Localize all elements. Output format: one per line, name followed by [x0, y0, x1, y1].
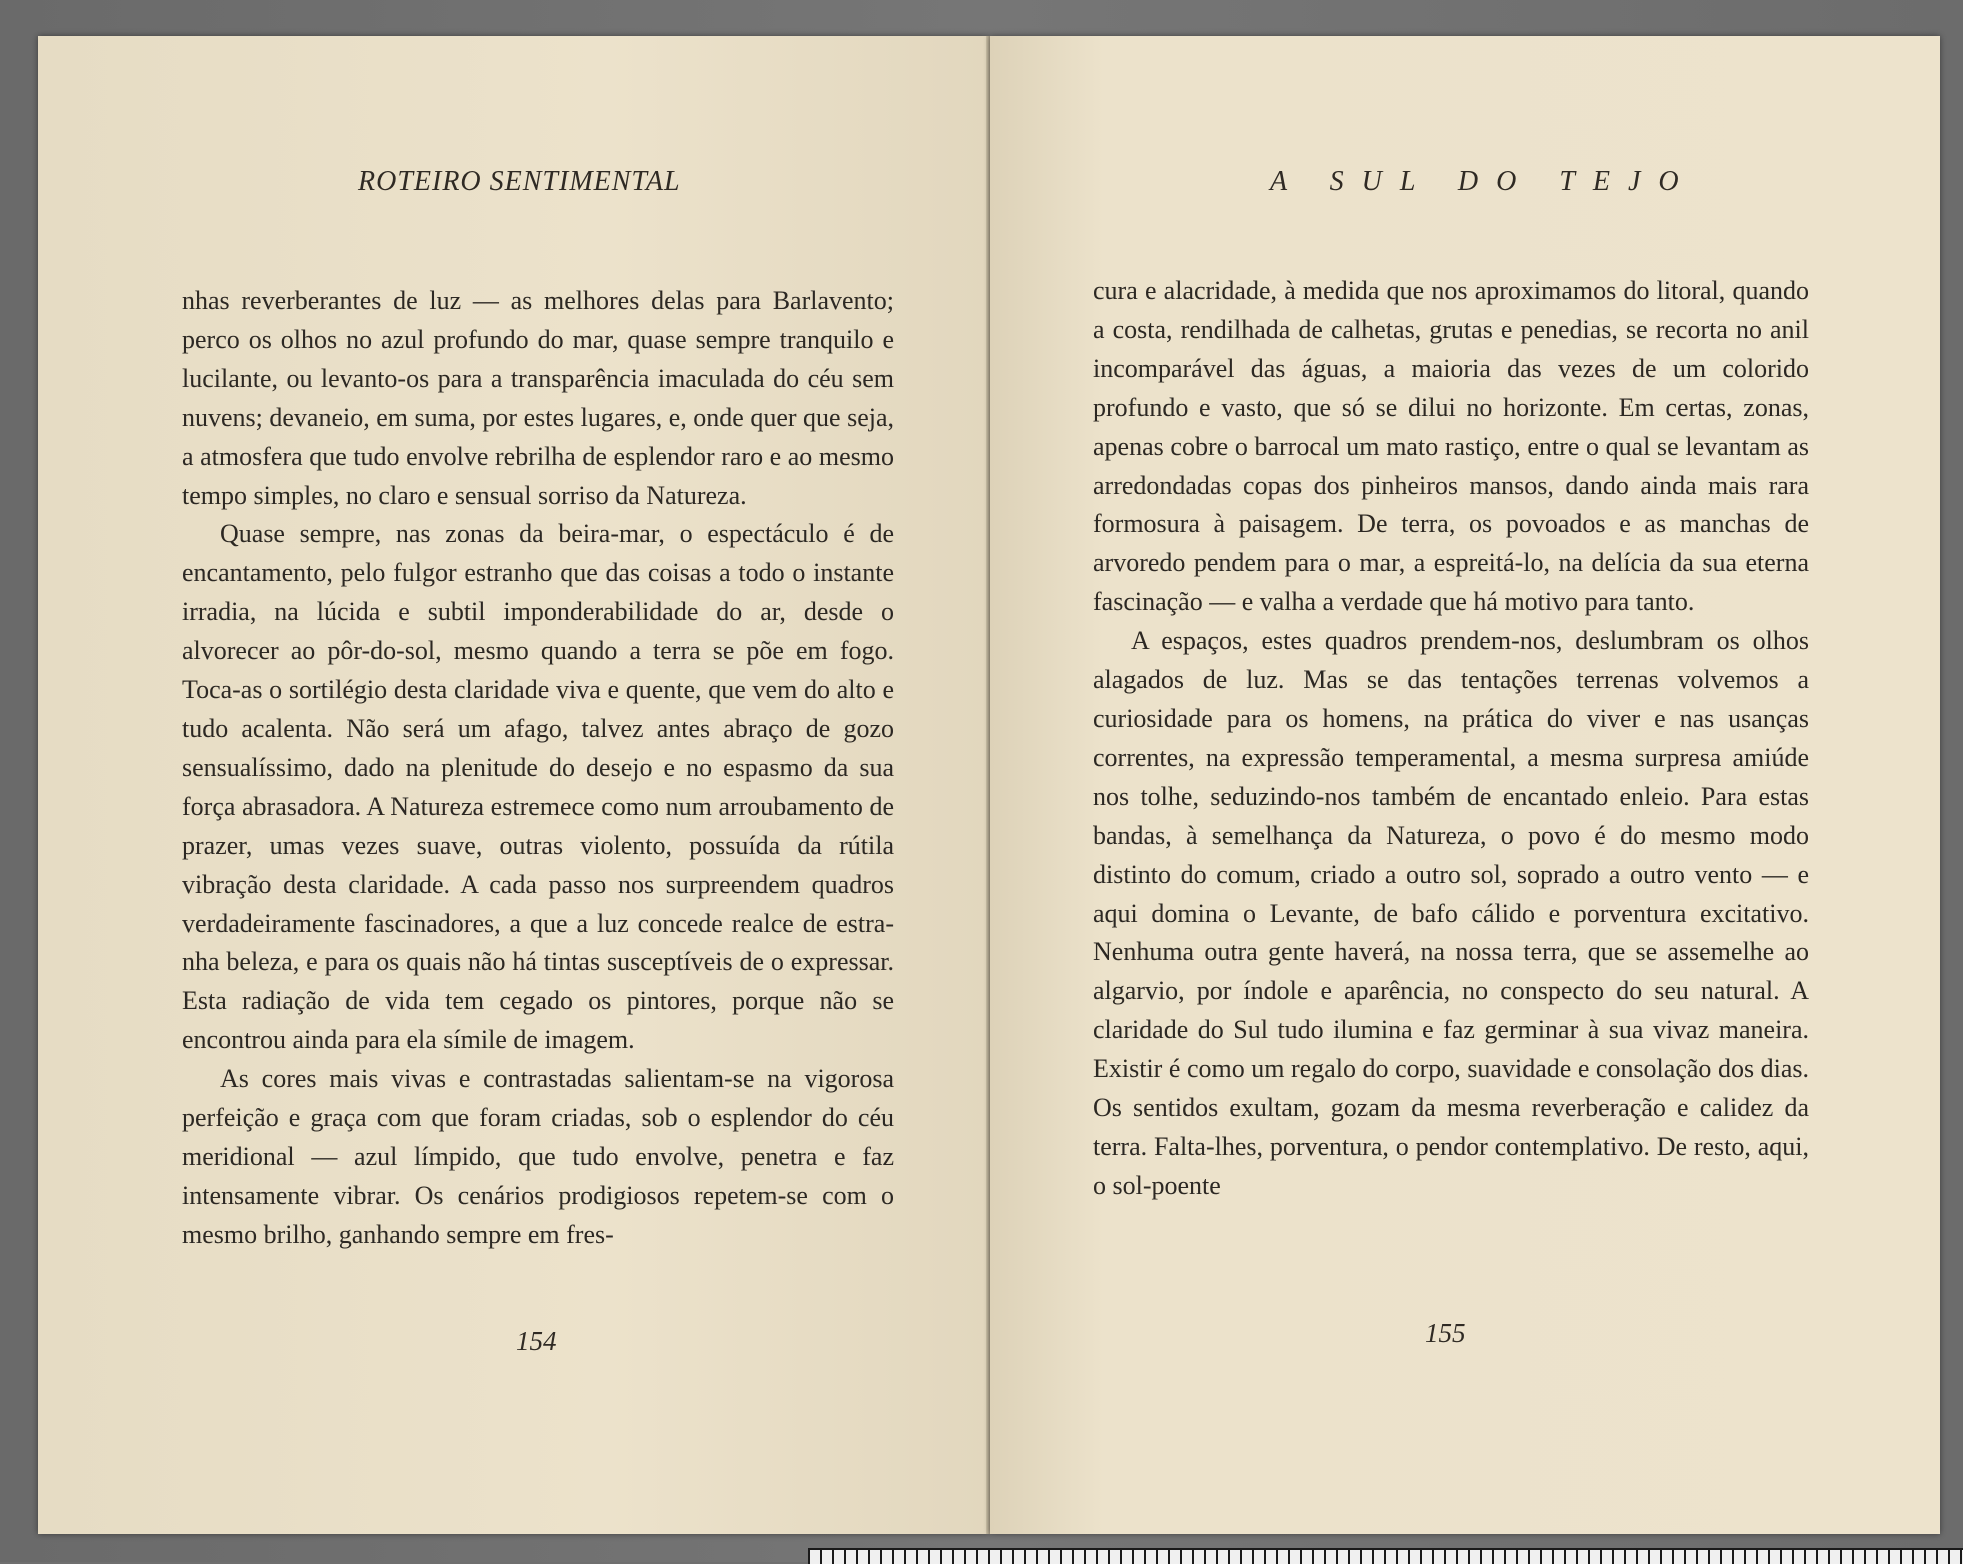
- paragraph: cura e alacridade, à medida que nos aproximamos do litoral, quando a costa, rendilhada de calhetas, grutas e penedias, se recorta no anil incomparável das águas, a maioria das vezes de um colorido profundo e vasto, que só se dilui no horizonte. Em certas, zonas, apenas cobre o barrocal um mato rastiço, entre o qual se levantam as arredondadas copas dos pinheiros mansos, dando ainda mais rara formosura à paisagem. De terra, os povoados e as manchas de arvoredo pendem para o mar, a espreitá-lo, na delícia da sua eterna fascinação — e valha a verdade que há motivo para tanto.: [1093, 276, 1809, 617]
- body-text-left: [182, 282, 894, 1255]
- body-text-right: [1093, 272, 1809, 1206]
- paragraph: A espaços, estes quadros prendem-nos, deslumbram os olhos alagados de luz. Mas se das tentações terrenas volvemos a curiosidade para os homens, na prática do viver e nas usanças correntes, na expressão temperamental, a mesma surpresa amiúde nos tolhe, seduzindo-nos também de encantado enleio. Para estas bandas, à semelhança da Natureza, o povo é do mesmo modo distinto do comum, criado a outro sol, soprado a outro vento — e aqui domina o Levante, de bafo cálido e porventura excitativo. Nenhuma outra gente haverá, na nossa terra, que se assemelhe ao algarvio, por índole e aparência, no conspecto do seu natural. A claridade do Sul tudo ilumina e faz germinar à sua vivaz maneira. Existir é como um regalo do corpo, suavidade e consolação dos dias. Os sentidos exultam, gozam da mesma reverberação e calidez da terra. Falta-lhes, porventura, o pendor contemplativo. De resto, aqui, o sol-poente: [1093, 626, 1809, 1200]
- right-page: [990, 36, 1940, 1534]
- page-number-left: 154: [516, 1326, 557, 1356]
- paragraph: Quase sempre, nas zonas da beira-mar, o espectáculo é de encantamento, pelo fulgor estranho que das coisas a todo o instante irradia, na lúcida e subtil imponderabilidade do ar, desde o alvorecer ao pôr-do-sol, mesmo quando a terra se põe em fogo. Toca-as o sortilégio desta claridade viva e quente, que vem do alto e tudo acalenta. Não será um afago, talvez antes abraço de gozo sensualíssimo, dado na plenitude do desejo e no espasmo da sua força abrasadora. A Natureza estremece como num arroubamento de prazer, umas vezes suave, outras violento, possuída da rútila vibração desta claridade. A cada passo nos surpreendem quadros verdadeiramente fascinadores, a que a luz concede realce de estranha beleza, e para os quais não há tintas susceptíveis de o expressar. Esta radiação de vida tem cegado os pintores, porque não se encontrou ainda para ela símile de imagem.: [182, 519, 894, 1055]
- paragraph: nhas reverberantes de luz — as melhores delas para Barlavento; perco os olhos no azul profundo do mar, quase sempre tranquilo e lucilante, ou levanto-os para a transparência imaculada do céu sem nuvens; devaneio, em suma, por estes lugares, e, onde quer que seja, a atmosfera que tudo envolve rebrilha de esplendor raro e ao mesmo tempo simples, no claro e sensual sorriso da Natureza.: [182, 286, 894, 510]
- page-number-right: 155: [1425, 1318, 1466, 1348]
- left-page: [38, 36, 988, 1534]
- running-head-right: A SUL DO TEJO: [1270, 166, 1697, 197]
- paragraph: As cores mais vivas e contrastadas salientam-se na vigorosa perfeição e graça com que foram criadas, sob o esplendor do céu meridional — azul límpido, que tudo envolve, penetra e faz intensamente vibrar. Os cenários prodigiosos repetem-se com o mesmo brilho, ganhando sempre em fres-: [182, 1064, 894, 1249]
- running-head-left: ROTEIRO SENTIMENTAL: [358, 166, 681, 197]
